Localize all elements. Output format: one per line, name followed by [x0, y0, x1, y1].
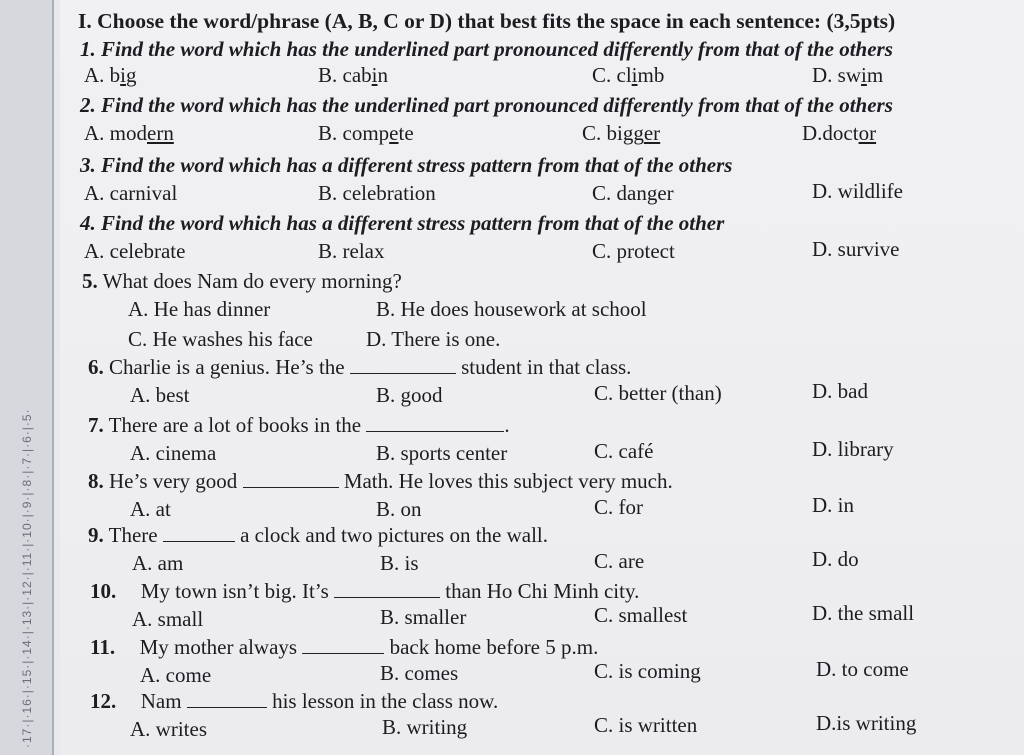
q2-option-a: A. modern [84, 121, 174, 145]
question-5 [82, 268, 402, 294]
question-number: 5. [82, 269, 98, 293]
ruler-numbers: ·17·|·16·|·15·|·14·|·13·|·12·|·11·|·10·|·9·|·8·|·7·|·6·|·5· [20, 408, 34, 748]
q7-option-a: A. cinema [130, 441, 217, 465]
question-8 [88, 468, 673, 494]
q11-option-b: B. comes [380, 661, 459, 685]
question-text-start: There [108, 523, 158, 547]
q10-option-a: A. small [132, 607, 204, 631]
q3-option-a: A. carnival [84, 181, 178, 205]
q1-option-d: D. swim [812, 63, 884, 87]
question-text-end: student in that class. [461, 355, 632, 379]
question-text-start: Nam [140, 689, 182, 713]
q9-option-c: C. are [594, 549, 645, 573]
q9-option-a: A. am [132, 551, 184, 575]
q5-option-c: C. He washes his face [128, 327, 313, 351]
q5-option-b: B. He does housework at school [376, 297, 647, 321]
question-number: 4. [80, 211, 96, 235]
q4-option-d: D. survive [812, 237, 900, 261]
question-text-start: My mother always [139, 635, 298, 659]
answer-blank[interactable] [302, 635, 384, 654]
q9-option-b: B. is [380, 551, 419, 575]
question-text: Find the word which has the underlined part pronounced differently from that of the others [101, 93, 893, 117]
question-number: 6. [88, 355, 104, 379]
question-number: 8. [88, 469, 104, 493]
question-12 [90, 688, 498, 714]
q10-option-b: B. smaller [380, 605, 467, 629]
q7-option-b: B. sports center [376, 441, 508, 465]
answer-blank[interactable] [163, 523, 235, 542]
q8-option-b: B. on [376, 497, 422, 521]
q7-option-d: D. library [812, 437, 894, 461]
q12-option-b: B. writing [382, 715, 468, 739]
q2-option-b: B. compete [318, 121, 414, 145]
question-3 [80, 152, 732, 178]
answer-blank[interactable] [334, 579, 440, 598]
q2-option-c: C. bigger [582, 121, 661, 145]
q5-option-d: D. There is one. [366, 327, 501, 351]
question-text-end: Math. He loves this subject very much. [343, 469, 673, 493]
question-10 [90, 578, 639, 604]
question-6 [88, 354, 631, 380]
question-text: What does Nam do every morning? [102, 269, 402, 293]
q3-option-b: B. celebration [318, 181, 436, 205]
q4-option-b: B. relax [318, 239, 385, 263]
q7-option-c: C. café [594, 439, 654, 463]
answer-blank[interactable] [243, 469, 339, 488]
question-number: 9. [88, 523, 104, 547]
question-text-start: My town isn’t big. It’s [140, 579, 329, 603]
question-7 [88, 412, 510, 438]
q6-option-c: C. better (than) [594, 381, 722, 405]
question-text-end: . [504, 413, 510, 437]
question-number: 3. [80, 153, 96, 177]
question-number: 11. [90, 635, 116, 659]
question-text-end: back home before 5 p.m. [389, 635, 599, 659]
q12-option-a: A. writes [130, 717, 207, 741]
answer-blank[interactable] [366, 413, 504, 432]
q3-option-c: C. danger [592, 181, 674, 205]
q4-option-a: A. celebrate [84, 239, 186, 263]
q8-option-d: D. in [812, 493, 854, 517]
question-number: 10. [90, 579, 117, 603]
q6-option-a: A. best [130, 383, 190, 407]
q11-option-a: A. come [140, 663, 212, 687]
question-1 [80, 36, 893, 62]
q10-option-c: C. smallest [594, 603, 688, 627]
document-page [60, 0, 1024, 755]
question-text-start: Charlie is a genius. He’s the [109, 355, 345, 379]
question-text: Find the word which has a different stress pattern from that of the other [101, 211, 725, 235]
question-number: 7. [88, 413, 104, 437]
question-9 [88, 522, 548, 548]
question-number: 1. [80, 37, 96, 61]
answer-blank[interactable] [350, 355, 456, 374]
question-11 [90, 634, 598, 660]
q4-option-c: C. protect [592, 239, 675, 263]
question-text-end: his lesson in the class now. [272, 689, 499, 713]
q12-option-c: C. is written [594, 713, 698, 737]
question-text-end: than Ho Chi Minh city. [445, 579, 640, 603]
q8-option-a: A. at [130, 497, 171, 521]
document-ruler [0, 0, 54, 755]
question-number: 2. [80, 93, 96, 117]
section-title: I. Choose the word/phrase (A, B, C or D) that best fits the space in each sentence: (3,5pts) [78, 9, 896, 33]
question-number: 12. [90, 689, 117, 713]
q12-option-d: D.is writing [816, 711, 917, 735]
question-text: Find the word which has a different stress pattern from that of the others [101, 153, 733, 177]
question-2 [80, 92, 893, 118]
q9-option-d: D. do [812, 547, 859, 571]
question-text-start: He’s very good [109, 469, 238, 493]
q10-option-d: D. the small [812, 601, 915, 625]
q1-option-b: B. cabin [318, 63, 388, 87]
q1-option-a: A. big [84, 63, 137, 87]
question-text: Find the word which has the underlined part pronounced differently from that of the others [101, 37, 893, 61]
q11-option-d: D. to come [816, 657, 909, 681]
q2-option-d: D.doctor [802, 121, 877, 145]
q5-option-a: A. He has dinner [128, 297, 271, 321]
q6-option-d: D. bad [812, 379, 868, 403]
q3-option-d: D. wildlife [812, 179, 903, 203]
q1-option-c: C. climb [592, 63, 665, 87]
question-text-end: a clock and two pictures on the wall. [240, 523, 548, 547]
q6-option-b: B. good [376, 383, 443, 407]
question-text-start: There are a lot of books in the [108, 413, 362, 437]
q11-option-c: C. is coming [594, 659, 701, 683]
answer-blank[interactable] [187, 689, 267, 708]
question-4 [80, 210, 724, 236]
q8-option-c: C. for [594, 495, 643, 519]
